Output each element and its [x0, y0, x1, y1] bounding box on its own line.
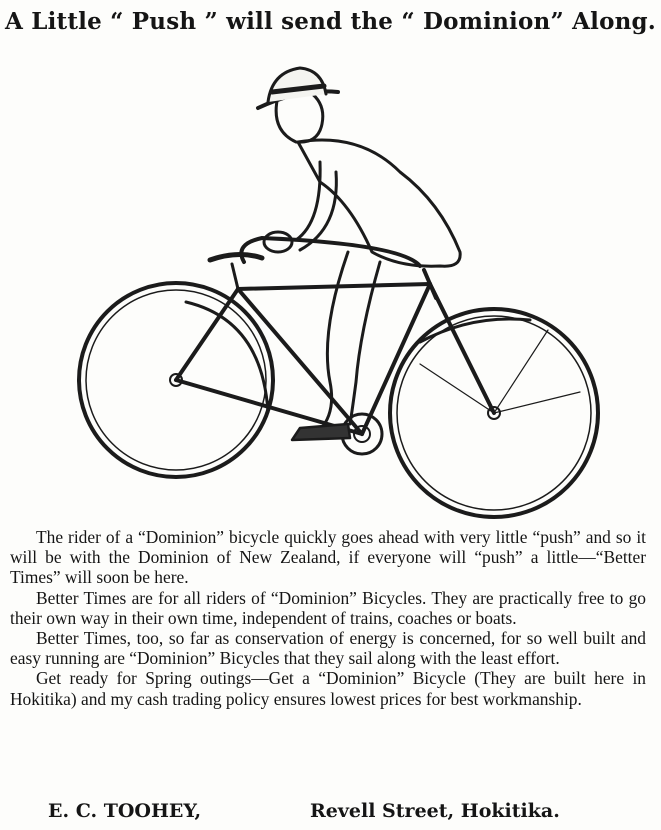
- advertiser-address: Revell Street, Hokitika.: [310, 800, 560, 822]
- advertiser-name: E. C. TOOHEY,: [48, 800, 202, 822]
- bicycle-rider-illustration: [0, 52, 661, 522]
- paragraph-1: The rider of a “Dominion” bicycle quickly goes ahead with very little “push” and so it will be with the Dominion of New Zealand, if everyone will “push” a little—“Better Times” will soon be here.: [10, 527, 646, 588]
- headline: A Little “ Push ” will send the “ Dominion” Along.: [4, 8, 657, 35]
- paragraph-4: Get ready for Spring outings—Get a “Dominion” Bicycle (They are built here in Hokitika) and my cash trading policy ensures lowest prices for best workmanship.: [10, 668, 646, 709]
- advertiser-footer: [48, 800, 648, 822]
- advertisement-body: [10, 527, 646, 709]
- paragraph-2: Better Times are for all riders of “Dominion” Bicycles. They are practically free to go their own way in their own time, independent of trains, coaches or boats.: [10, 587, 646, 628]
- paragraph-3: Better Times, too, so far as conservation of energy is concerned, for so well built and easy running are “Dominion” Bicycles that they sail along with the least effort.: [10, 628, 646, 669]
